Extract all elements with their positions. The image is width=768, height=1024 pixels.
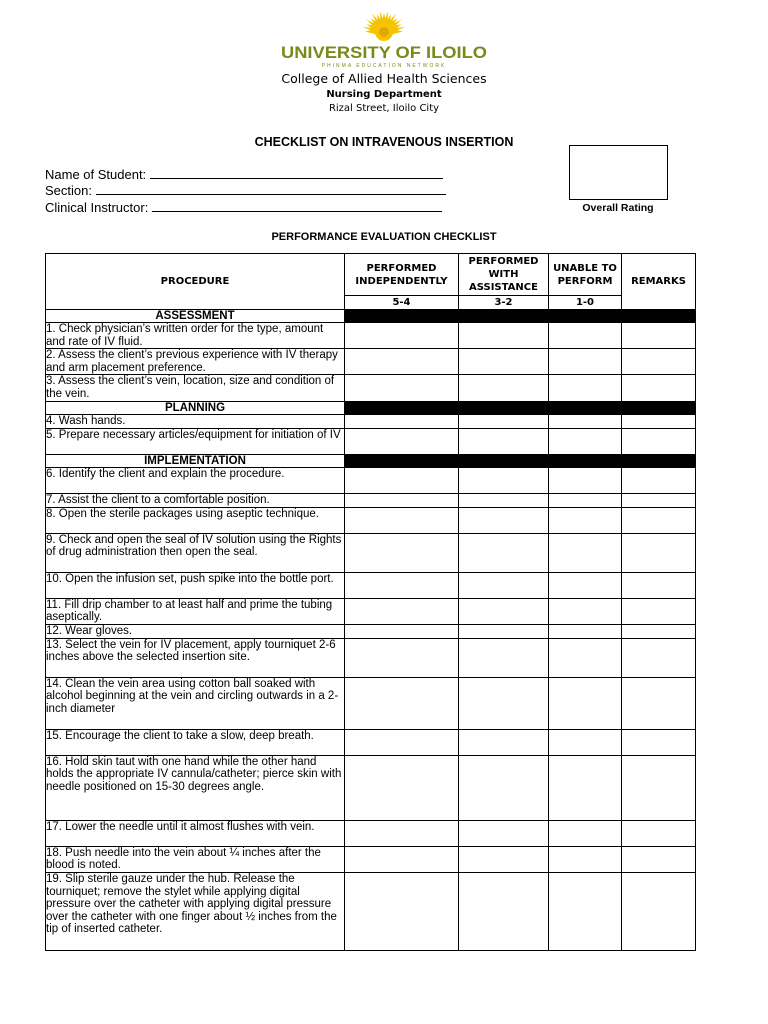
step-4: 4. Wash hands. <box>46 414 345 428</box>
table-row <box>46 493 696 507</box>
step-5: 5. Prepare necessary articles/equipment for initiation of IV <box>46 428 345 454</box>
clinical-instructor-label: Clinical Instructor: <box>45 200 149 215</box>
step-16: 16. Hold skin taut with one hand while the other hand holds the appropriate IV cannula/catheter; pierce skin with needle positioned on 15-30 degrees angle. <box>46 755 345 820</box>
rating-cell[interactable] <box>459 677 549 729</box>
rating-cell[interactable] <box>345 598 459 624</box>
rating-cell[interactable] <box>549 872 622 950</box>
table-row <box>46 598 696 624</box>
rating-cell[interactable] <box>345 428 459 454</box>
remarks-cell[interactable] <box>622 729 696 755</box>
rating-cell[interactable] <box>345 572 459 598</box>
remarks-cell[interactable] <box>622 467 696 493</box>
step-19: 19. Slip sterile gauze under the hub. Release the tourniquet; remove the stylet while applying digital pressure over the catheter with applying digital pressure over the catheter with one finger about ½ inches from the tip of inserted catheter. <box>46 872 345 950</box>
rating-cell[interactable] <box>549 467 622 493</box>
department-name: Nursing Department <box>326 89 442 100</box>
remarks-cell[interactable] <box>622 349 696 375</box>
rating-cell[interactable] <box>459 820 549 846</box>
score-range-assistance: 3-2 <box>459 296 549 310</box>
rating-cell[interactable] <box>345 349 459 375</box>
step-11: 11. Fill drip chamber to at least half and prime the tubing aseptically. <box>46 598 345 624</box>
rating-cell[interactable] <box>459 493 549 507</box>
section-field[interactable] <box>45 183 446 198</box>
rating-cell[interactable] <box>549 638 622 677</box>
university-logo <box>0 12 768 70</box>
remarks-cell[interactable] <box>622 493 696 507</box>
step-1: 1. Check physician’s written order for the type, amount and rate of IV fluid. <box>46 323 345 349</box>
rating-cell[interactable] <box>549 533 622 572</box>
overall-rating-box[interactable] <box>569 145 668 200</box>
rating-cell[interactable] <box>549 493 622 507</box>
checklist-table <box>45 253 696 951</box>
table-row <box>46 533 696 572</box>
rating-cell[interactable] <box>549 755 622 820</box>
clinical-instructor-line[interactable] <box>152 200 442 212</box>
step-7: 7. Assist the client to a comfortable position. <box>46 493 345 507</box>
rating-cell[interactable] <box>549 572 622 598</box>
rating-cell[interactable] <box>459 349 549 375</box>
section-label: Section: <box>45 183 92 198</box>
rating-cell[interactable] <box>345 323 459 349</box>
rating-cell[interactable] <box>345 533 459 572</box>
sun-icon <box>362 12 406 41</box>
address: Rizal Street, Iloilo City <box>328 103 440 114</box>
step-14: 14. Clean the vein area using cotton ball soaked with alcohol beginning at the vein and circling outwards in a 2-inch diameter <box>46 677 345 729</box>
remarks-cell[interactable] <box>622 572 696 598</box>
university-name: UNIVERSITY OF ILOILO <box>281 43 487 62</box>
table-row <box>46 467 696 493</box>
remarks-cell[interactable] <box>622 846 696 872</box>
table-row <box>46 414 696 428</box>
rating-cell[interactable] <box>549 414 622 428</box>
table-row <box>46 428 696 454</box>
remarks-cell[interactable] <box>622 598 696 624</box>
rating-cell[interactable] <box>459 755 549 820</box>
rating-cell[interactable] <box>459 624 549 638</box>
table-row <box>46 755 696 820</box>
rating-cell[interactable] <box>549 323 622 349</box>
rating-cell[interactable] <box>345 677 459 729</box>
step-9: 9. Check and open the seal of IV solution using the Rights of drug administration then open the seal. <box>46 533 345 572</box>
remarks-cell[interactable] <box>622 533 696 572</box>
section-planning: PLANNING <box>46 401 345 414</box>
rating-cell[interactable] <box>459 729 549 755</box>
procedure-header: PROCEDURE <box>46 254 345 310</box>
rating-cell[interactable] <box>345 820 459 846</box>
step-12: 12. Wear gloves. <box>46 624 345 638</box>
table-row <box>46 846 696 872</box>
rating-cell[interactable] <box>549 624 622 638</box>
remarks-cell[interactable] <box>622 507 696 533</box>
rating-cell[interactable] <box>459 323 549 349</box>
student-name-label: Name of Student: <box>45 167 147 182</box>
table-row <box>46 729 696 755</box>
table-row <box>46 638 696 677</box>
overall-rating-label: Overall Rating <box>582 202 654 214</box>
table-row <box>46 507 696 533</box>
network-name: PHINMA EDUCATION NETWORK <box>321 63 447 69</box>
rating-cell[interactable] <box>549 729 622 755</box>
remarks-cell[interactable] <box>622 428 696 454</box>
rating-cell[interactable] <box>345 493 459 507</box>
rating-cell[interactable] <box>549 349 622 375</box>
section-row-assessment <box>46 310 696 323</box>
rating-cell[interactable] <box>345 755 459 820</box>
remarks-cell[interactable] <box>622 638 696 677</box>
table-row <box>46 349 696 375</box>
rating-cell[interactable] <box>459 572 549 598</box>
rating-cell[interactable] <box>549 820 622 846</box>
remarks-header: REMARKS <box>622 254 696 310</box>
rating-cell[interactable] <box>345 414 459 428</box>
step-10: 10. Open the infusion set, push spike into the bottle port. <box>46 572 345 598</box>
rating-cell[interactable] <box>459 507 549 533</box>
document-title: CHECKLIST ON INTRAVENOUS INSERTION <box>254 135 514 149</box>
rating-cell[interactable] <box>459 638 549 677</box>
rating-cell[interactable] <box>549 846 622 872</box>
rating-cell[interactable] <box>345 846 459 872</box>
remarks-cell[interactable] <box>622 677 696 729</box>
section-row-implementation <box>46 454 696 467</box>
rating-cell[interactable] <box>345 638 459 677</box>
rating-cell[interactable] <box>459 846 549 872</box>
step-2: 2. Assess the client’s previous experience with IV therapy and arm placement preference. <box>46 349 345 375</box>
table-row <box>46 820 696 846</box>
step-13: 13. Select the vein for IV placement, apply tourniquet 2-6 inches above the selected insertion site. <box>46 638 345 677</box>
performed-with-assistance-header: PERFORMED WITH ASSISTANCE <box>459 254 549 296</box>
table-row <box>46 624 696 638</box>
remarks-cell[interactable] <box>622 323 696 349</box>
rating-cell[interactable] <box>345 507 459 533</box>
remarks-cell[interactable] <box>622 624 696 638</box>
performed-independently-header: PERFORMED INDEPENDENTLY <box>345 254 459 296</box>
rating-cell[interactable] <box>345 375 459 401</box>
score-range-unable: 1-0 <box>549 296 622 310</box>
rating-cell[interactable] <box>459 375 549 401</box>
rating-cell[interactable] <box>549 375 622 401</box>
rating-cell[interactable] <box>549 507 622 533</box>
clinical-instructor-field[interactable] <box>45 200 442 215</box>
table-row <box>46 375 696 401</box>
remarks-cell[interactable] <box>622 820 696 846</box>
remarks-cell[interactable] <box>622 755 696 820</box>
section-line[interactable] <box>96 183 446 195</box>
score-range-independent: 5-4 <box>345 296 459 310</box>
step-17: 17. Lower the needle until it almost flushes with vein. <box>46 820 345 846</box>
rating-cell[interactable] <box>459 533 549 572</box>
rating-cell[interactable] <box>345 624 459 638</box>
section-row-planning <box>46 401 696 414</box>
section-assessment: ASSESSMENT <box>46 310 345 323</box>
step-18: 18. Push needle into the vein about ¼ inches after the blood is noted. <box>46 846 345 872</box>
remarks-cell[interactable] <box>622 375 696 401</box>
section-implementation: IMPLEMENTATION <box>46 454 345 467</box>
rating-cell[interactable] <box>345 729 459 755</box>
unable-to-perform-header: UNABLE TO PERFORM <box>549 254 622 296</box>
step-3: 3. Assess the client’s vein, location, size and condition of the vein. <box>46 375 345 401</box>
step-15: 15. Encourage the client to take a slow, deep breath. <box>46 729 345 755</box>
rating-cell[interactable] <box>459 414 549 428</box>
rating-cell[interactable] <box>549 598 622 624</box>
remarks-cell[interactable] <box>622 414 696 428</box>
rating-cell[interactable] <box>345 872 459 950</box>
rating-cell[interactable] <box>459 428 549 454</box>
rating-cell[interactable] <box>549 677 622 729</box>
rating-cell[interactable] <box>549 428 622 454</box>
checklist-subtitle: PERFORMANCE EVALUATION CHECKLIST <box>271 231 497 243</box>
table-row <box>46 323 696 349</box>
rating-cell[interactable] <box>459 467 549 493</box>
student-name-line[interactable] <box>150 167 443 179</box>
table-row <box>46 677 696 729</box>
remarks-cell[interactable] <box>622 872 696 950</box>
table-row <box>46 872 696 950</box>
rating-cell[interactable] <box>459 598 549 624</box>
rating-cell[interactable] <box>345 467 459 493</box>
table-row <box>46 572 696 598</box>
college-name: College of Allied Health Sciences <box>281 71 487 86</box>
student-name-field[interactable] <box>45 167 443 182</box>
rating-cell[interactable] <box>459 872 549 950</box>
step-8: 8. Open the sterile packages using aseptic technique. <box>46 507 345 533</box>
step-6: 6. Identify the client and explain the procedure. <box>46 467 345 493</box>
